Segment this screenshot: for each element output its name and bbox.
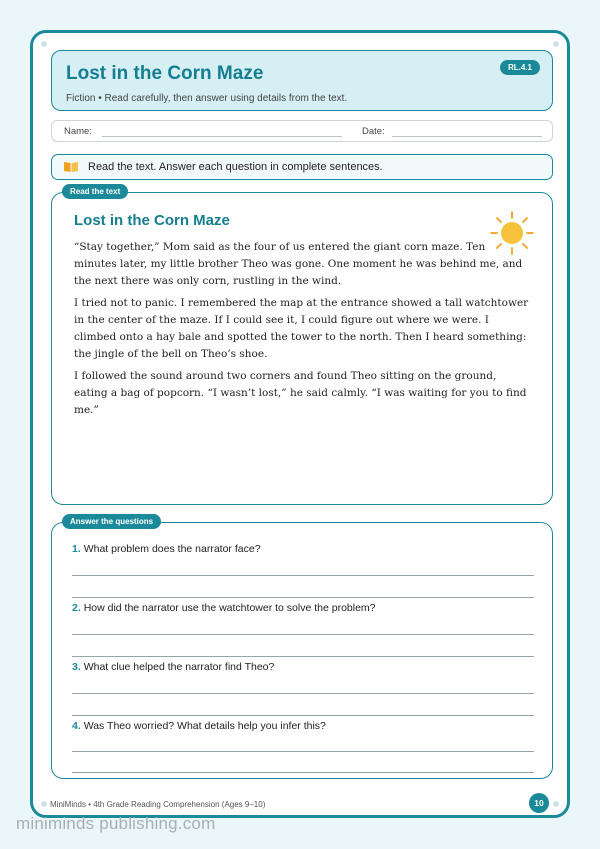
- footer-text: MiniMinds • 4th Grade Reading Comprehension (Ages 9–10): [50, 800, 266, 809]
- section-tag: Answer the questions: [62, 514, 161, 529]
- question-text: How did the narrator use the watchtower to solve the problem?: [83, 602, 376, 614]
- question-text: What clue helped the narrator find Theo?: [83, 661, 275, 673]
- page-subtitle: Fiction • Read carefully, then answer using details from the text.: [66, 93, 348, 104]
- answer-line[interactable]: [72, 656, 534, 657]
- corner-dot: [553, 41, 559, 47]
- answer-line[interactable]: [72, 634, 534, 635]
- section-tag: Read the text: [62, 184, 128, 199]
- name-label: Name:: [64, 126, 92, 137]
- answer-line[interactable]: [72, 751, 534, 752]
- question-number: 2.: [72, 602, 81, 614]
- reading-panel: [51, 187, 553, 505]
- page-title: Lost in the Corn Maze: [66, 63, 264, 84]
- question-text: What problem does the narrator face?: [83, 543, 261, 555]
- questions-panel: [51, 517, 553, 779]
- standard-badge: RL.4.1: [500, 60, 540, 75]
- story-title: Lost in the Corn Maze: [74, 212, 230, 229]
- name-field[interactable]: [102, 136, 342, 137]
- answer-line[interactable]: [72, 772, 534, 773]
- answer-line[interactable]: [72, 693, 534, 694]
- corner-dot: [41, 801, 47, 807]
- question-1: [72, 543, 261, 555]
- corner-dot: [553, 801, 559, 807]
- book-icon: [64, 161, 78, 172]
- date-field[interactable]: [392, 136, 542, 137]
- question-number: 1.: [72, 543, 81, 555]
- answer-line[interactable]: [72, 597, 534, 598]
- story-paragraph: I followed the sound around two corners and found Theo sitting on the ground, eating a bag of popcorn. “I wasn’t lost,” he said calmly. “I was waiting for you to find me.”: [74, 370, 527, 416]
- question-3: [72, 661, 274, 673]
- story-text: [74, 239, 530, 424]
- page-number-badge: 10: [529, 793, 549, 813]
- worksheet-page: [30, 30, 570, 818]
- answer-line[interactable]: [72, 575, 534, 576]
- question-2: [72, 602, 376, 614]
- instructions-text: Read the text. Answer each question in complete sentences.: [88, 161, 383, 173]
- story-paragraph: I tried not to panic. I remembered the map at the entrance showed a tall watchtower in the center of the maze. If I could see it, I could figure out where we were. I climbed onto a hay bale and spotted the tower to the north. Then I heard something: the jingle of the bell on Theo’s shoe.: [74, 297, 529, 360]
- question-number: 3.: [72, 661, 81, 673]
- question-number: 4.: [72, 720, 81, 732]
- corner-dot: [41, 41, 47, 47]
- story-paragraph: “Stay together,” Mom said as the four of us entered the giant corn maze. Ten minutes later, my little brother Theo was gone. One moment he was behind me, and the next there was only corn, rustling in the wind.: [74, 241, 523, 287]
- date-label: Date:: [362, 126, 385, 137]
- name-date-row: [51, 120, 553, 142]
- question-4: [72, 720, 326, 732]
- question-text: Was Theo worried? What details help you infer this?: [83, 720, 326, 732]
- watermark: miniminds publishing.com: [16, 814, 216, 833]
- instructions-box: [51, 154, 553, 180]
- answer-line[interactable]: [72, 715, 534, 716]
- title-banner: [51, 50, 553, 111]
